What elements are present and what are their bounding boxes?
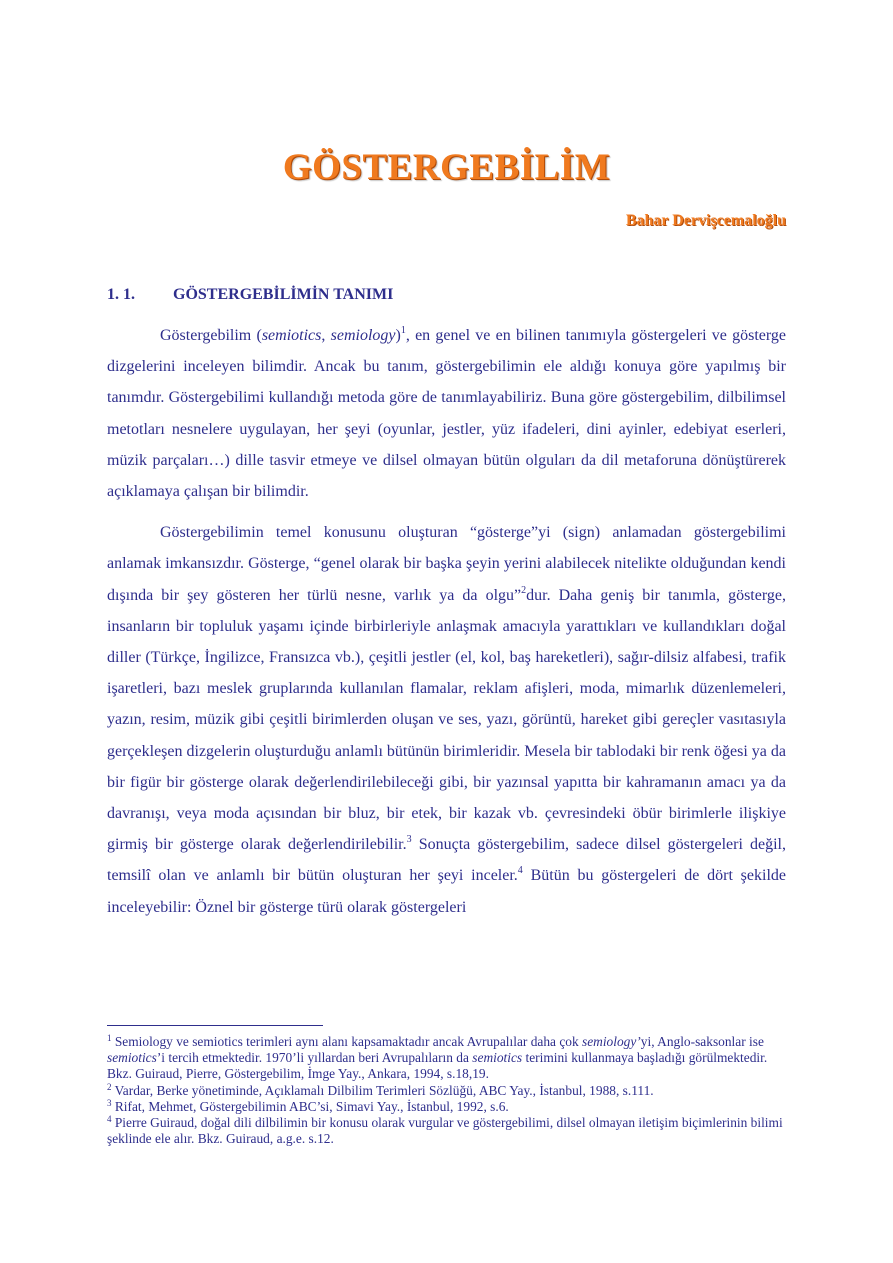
footnote-1 [107,1034,786,1083]
document-title: GÖSTERGEBİLİM [282,147,611,188]
footnote-4 [107,1115,786,1147]
text-run: Rifat, Mehmet, Göstergebilimin ABC’si, Simavi Yay., İstanbul, 1992, s.6. [111,1098,509,1114]
text-run: dur. Daha geniş bir tanımla, gösterge, insanların bir topluluk yaşamı içinde birbirleriyle anlaşmak amacıyla yarattıkları ve kullandıkları doğal diller (Türkçe, İngilizce, Fransızca vb.), çeşitli jestler (el, kol, baş hareketleri), sağır-dilsiz alfabesi, trafik işaretleri, bazı meslek gruplarında kullanılan flamalar, reklam afişleri, moda, mimarlık düzenlemeleri, yazın, resim, müzik gibi çeşitli birimlerden oluşan ve ses, yazı, görüntü, hareket gibi gereçler vasıtasıyla gerçekleşen dizgelerin oluşturduğu anlamlı bütünün birimleridir. Mesela bir tablodaki bir renk öğesi ya da bir figür bir gösterge olarak değerlendirilebileceği gibi, bir yazınsal yapıtta bir kahramanın amacı ya da davranışı, veya moda açısından bir bluz, bir etek, bir kazak vb. çevresindeki öbür birimlerle ilişkiye girmiş bir gösterge olarak değerlendirilebilir. [107,586,786,854]
footnote-divider [107,1025,323,1026]
section-number: 1. 1. [107,286,135,303]
footnote-2 [107,1083,786,1099]
text-run: , en genel ve en bilinen tanımıyla göstergeleri ve gösterge dizgelerini inceleyen bilimdir. Ancak bu tanım, göstergebilimin ele aldığı konuya göre yapılmış bir tanımdır. Göstergebilimi kullandığı metoda göre de tanımlayabiliriz. Buna göre göstergebilim, dilbilimsel metotları nesnelere uygulayan, her şeyi (oyunlar, jestler, yüz ifadeleri, dini ayinler, edebiyat eserleri, müzik parçaları…) dille tasvir etmeye ve dilsel olmayan bütün olguları da dil metaforuna dönüştürerek açıklamaya çalışan bir bilimdir. [107,327,787,501]
text-run: ) [395,327,401,344]
section-title: GÖSTERGEBİLİMİN TANIMI [173,286,394,303]
text-run: Göstergebilimin temel konusunu oluşturan “gösterge”yi (sign) anlamadan göstergebilimi anlamak imkansızdır. Gösterge, “genel olarak bir başka şeyin yerini alabilecek nitelikte olduğundan kendi dışında bir şey gösteren her türlü nesne, varlık ya da olgu” [107,524,786,604]
italic-term: semiology’ [582,1034,641,1049]
paragraph-2 [107,517,786,923]
text-run: yi, Anglo-saksonlar ise [640,1034,764,1049]
footnote-ref[interactable]: 4 [517,865,523,877]
italic-term: semiotics [261,327,322,344]
text-run: Göstergebilim ( [160,327,262,344]
footnote-ref[interactable]: 1 [400,325,406,336]
text-run: Pierre Guiraud, doğal dili dilbilimin bir konusu olarak vurgular ve göstergebilimi, dilsel olmayan iletişim biçimlerinin bilimi şeklinde ele alır. Bkz. Guiraud, a.g.e. s.12. [107,1115,783,1147]
text-run: Vardar, Berke yönetiminde, Açıklamalı Dilbilim Terimleri Sözlüğü, ABC Yay., İstanbul, 1988, s.111. [111,1082,654,1098]
text-run: terimini kullanmaya başladığı görülmektedir. Bkz. Guiraud, Pierre, Göstergebilim, İmge Yay., Ankara, 1994, s.18,19. [107,1050,768,1082]
italic-term: semiotics [472,1050,523,1066]
footnote-3 [107,1099,786,1115]
italic-term: semiotics [107,1050,157,1066]
text-run: , [321,327,331,344]
footnote-number: 2 [107,1081,112,1092]
author-name: Bahar Dervişcemaloğlu [625,212,786,229]
body-text [107,320,786,933]
text-run: Sonuçta göstergebilim, sadece dilsel göstergeleri değil, temsilî olan ve anlamlı bir bütün oluşturan her şeyi inceler. [107,836,787,885]
text-run: ’i tercih etmektedir. 1970’li yıllardan beri Avrupalıların da [156,1050,473,1066]
italic-term: semiology [330,327,396,344]
footnote-number: 1 [107,1033,112,1043]
text-run: Semiology ve semiotics terimleri aynı alanı kapsamaktadır ancak Avrupalılar daha çok [111,1034,583,1049]
footnote-ref[interactable]: 3 [406,834,412,846]
footnote-number: 3 [107,1097,112,1108]
paragraph-1 [107,320,786,507]
section-heading [107,286,393,304]
footnotes [107,1034,786,1147]
footnote-ref[interactable]: 2 [521,584,527,596]
footnote-number: 4 [107,1114,112,1125]
text-run: Bütün bu göstergeleri de dört şekilde inceleyebilir: Öznel bir gösterge türü olarak göstergeleri [107,867,787,916]
